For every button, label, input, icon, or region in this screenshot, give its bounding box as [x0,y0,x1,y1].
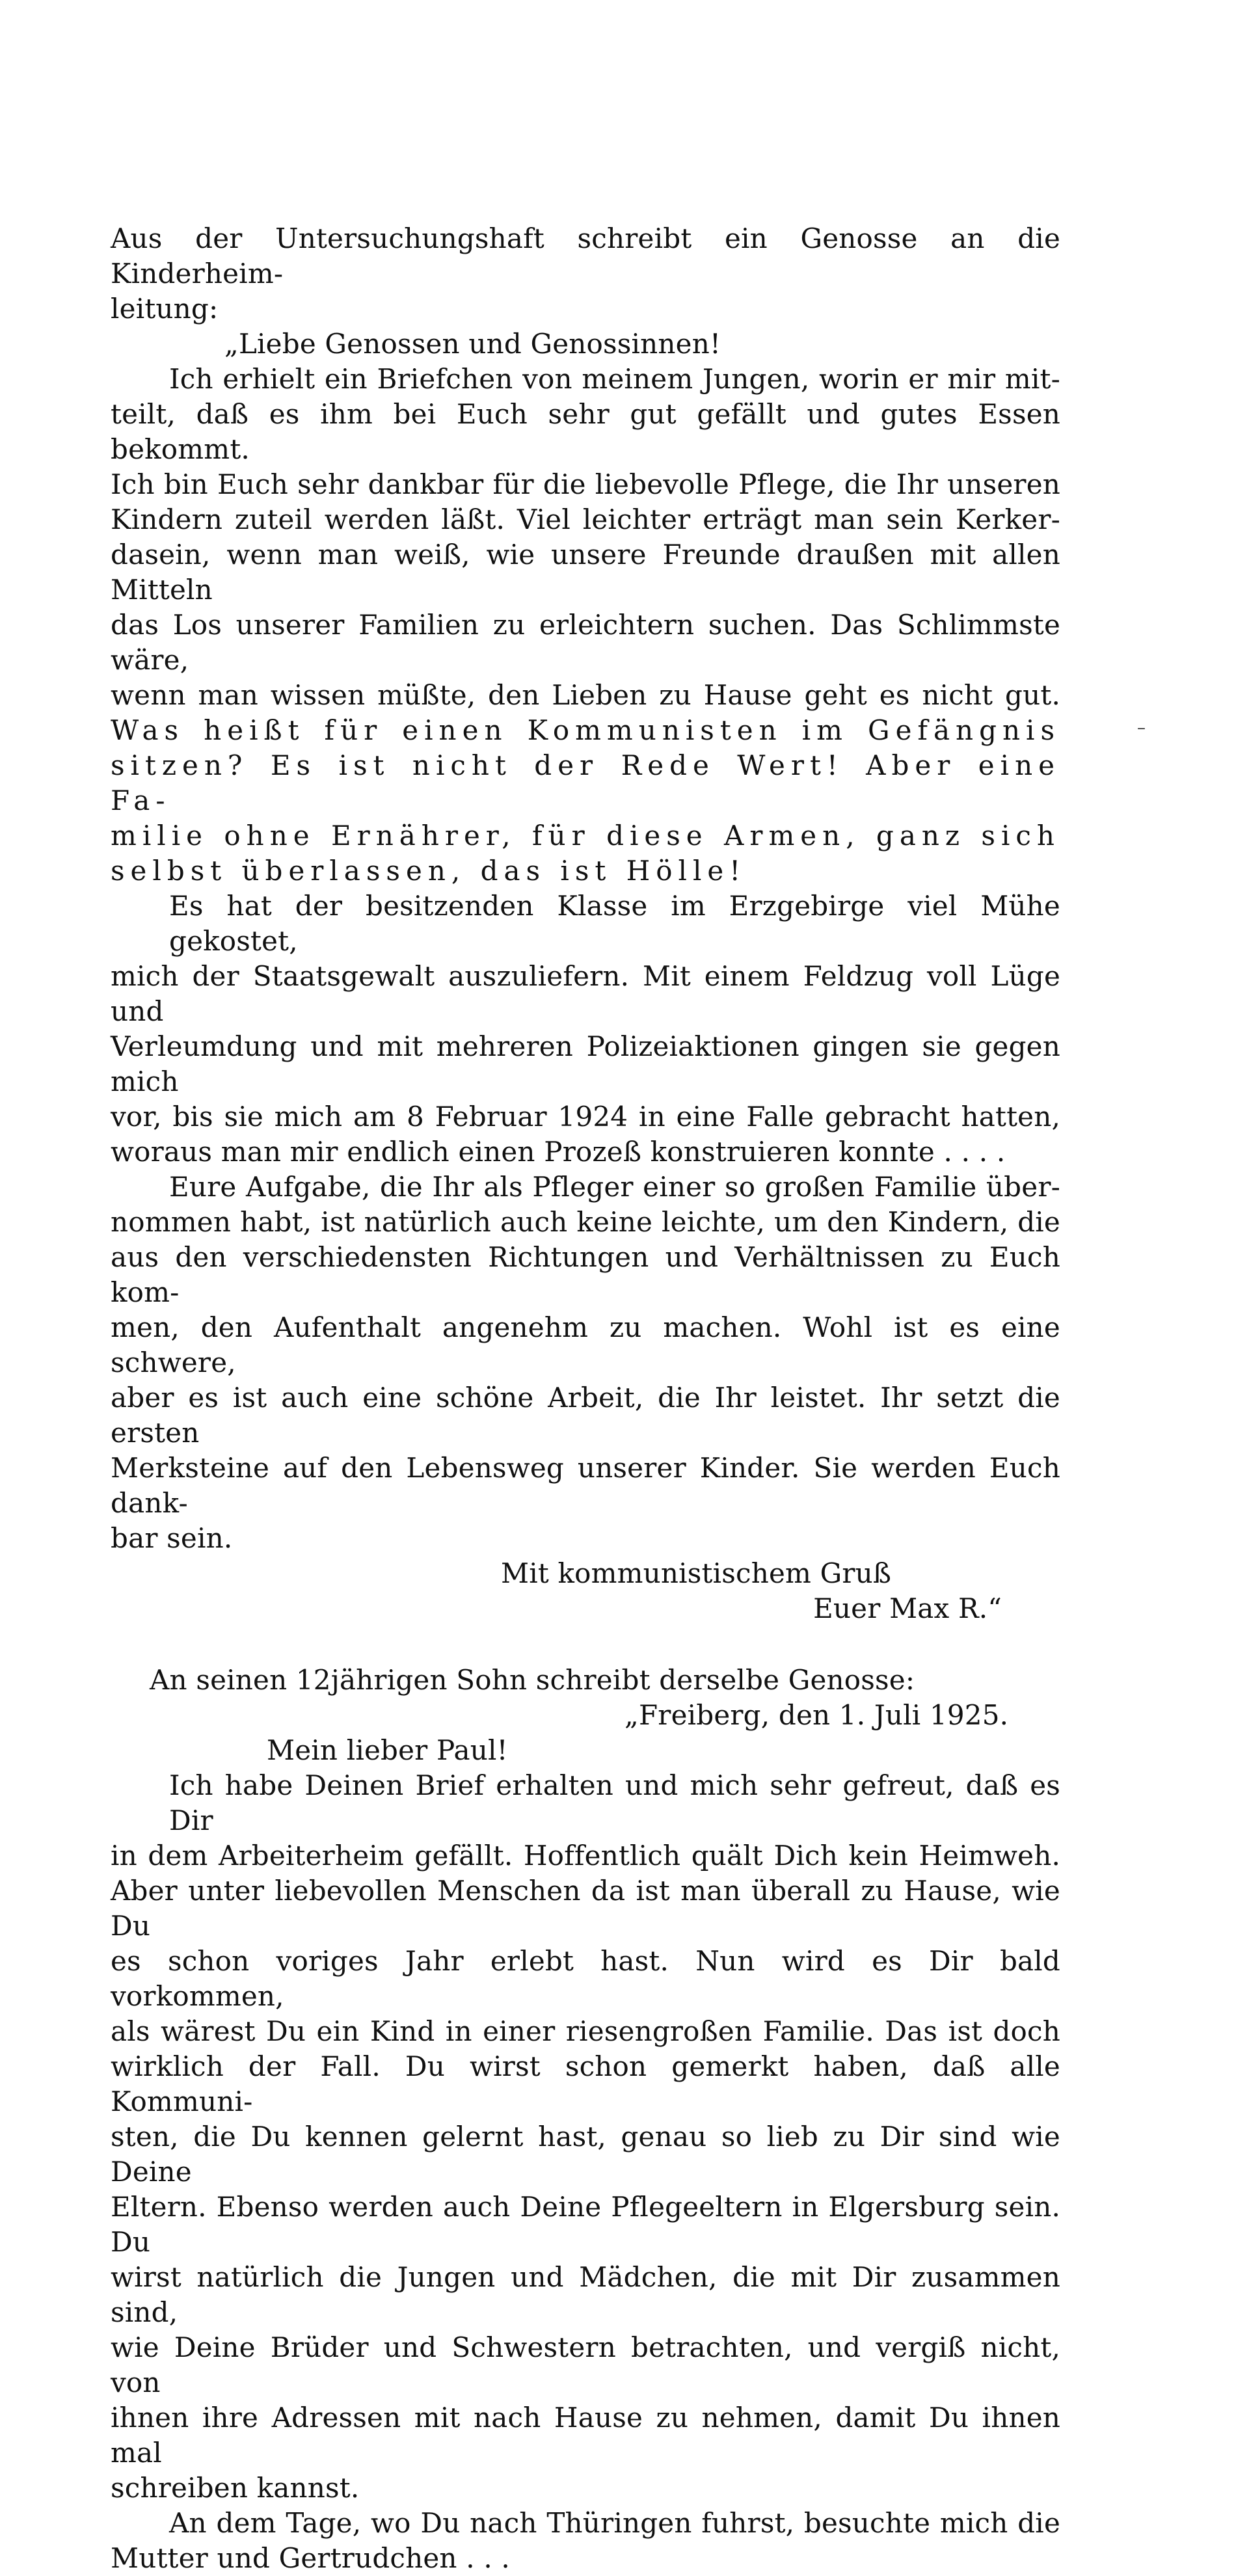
letter1-body-line: Verleumdung und mit mehreren Polizeiaktionen gingen sie gegen mich [111,1030,1060,1097]
letter2-body-line: Ich habe Deinen Brief erhalten und mich sehr gefreut, daß es Dir [169,1769,1060,1836]
section-gap [111,1626,1060,1663]
letter1-body-line: wenn man wissen müßte, den Lieben zu Hause geht es nicht gut. [111,679,1060,711]
letter2-date: „Freiberg, den 1. Juli 1925. [624,1699,1009,1731]
letter2-body-line: Mutter und Gertrudchen . . . [111,2542,510,2574]
margin-mark: – [1137,718,1146,738]
letter1-intro-line-1: Aus der Untersuchungshaft schreibt ein Genosse an die Kinderheim- [111,222,1060,289]
letter1-body-line: dasein, wenn man weiß, wie unsere Freunde draußen mit allen Mitteln [111,539,1060,606]
letter2-body-line: es schon voriges Jahr erlebt hast. Nun wird es Dir bald vorkommen, [111,1945,1060,2012]
letter1-body-line: das Los unserer Familien zu erleichtern suchen. Das Schlimmste wäre, [111,609,1060,676]
letter1-body-line: Kindern zuteil werden läßt. Viel leichter erträgt man sein Kerker- [111,503,1060,535]
letter1-body-line: Ich erhielt ein Briefchen von meinem Jungen, worin er mir mit- [169,363,1060,395]
letter1-body-line: men, den Aufenthalt angenehm zu machen. Wohl ist es eine schwere, [111,1311,1060,1378]
letter2-body-line: wie Deine Brüder und Schwestern betrachten, und vergiß nicht, von [111,2331,1060,2398]
letter2-body-line: Eltern. Ebenso werden auch Deine Pflegeeltern in Elgersburg sein. Du [111,2191,1060,2258]
letter1-body-line: aus den verschiedensten Richtungen und Verhältnissen zu Euch kom- [111,1241,1060,1308]
letter1-body-line-spaced: sitzen? Es ist nicht der Rede Wert! Aber eine Fa- [111,749,1060,816]
letter1-body-line-spaced: Was heißt für einen Kommunisten im Gefängnis [111,714,1060,746]
letter1-salutation: „Liebe Genossen und Genossinnen! [224,328,721,360]
letter1-intro-line-2: leitung: [111,293,219,325]
letter2-body-line: sten, die Du kennen gelernt hast, genau so lieb zu Dir sind wie Deine [111,2121,1060,2188]
letter1-body-line: Eure Aufgabe, die Ihr als Pfleger einer so großen Familie über- [169,1171,1060,1203]
letter1-body-line: Merksteine auf den Lebensweg unserer Kinder. Sie werden Euch dank- [111,1452,1060,1519]
letter2-salutation: Mein lieber Paul! [267,1734,508,1766]
letter1-body-line: vor, bis sie mich am 8 Februar 1924 in eine Falle gebracht hatten, [111,1101,1060,1133]
letter1-body-line-spaced: selbst überlassen, das ist Hölle! [111,855,747,887]
letter2-body-line: schreiben kannst. [111,2472,360,2504]
letter1-body-line: mich der Staatsgewalt auszuliefern. Mit einem Feldzug voll Lüge und [111,960,1060,1027]
letter1-body-line: Ich bin Euch sehr dankbar für die liebevolle Pflege, die Ihr unseren [111,468,1060,500]
letter1-signature: Euer Max R.“ [813,1592,1002,1624]
letter2-body-line: als wärest Du ein Kind in einer riesengroßen Familie. Das ist doch [111,2015,1060,2047]
document-page [111,221,1060,2576]
letter2-intro: An seinen 12jährigen Sohn schreibt derselbe Genosse: [150,1664,915,1696]
letter2-body-line: An dem Tage, wo Du nach Thüringen fuhrst, besuchte mich die [169,2507,1060,2539]
letter2-body-line: wirst natürlich die Jungen und Mädchen, die mit Dir zusammen sind, [111,2261,1060,2328]
letter1-body-line-spaced: milie ohne Ernährer, für diese Armen, ganz sich [111,820,1060,852]
letter2-body-line: ihnen ihre Adressen mit nach Hause zu nehmen, damit Du ihnen mal [111,2402,1060,2469]
letter1-body-line: teilt, daß es ihm bei Euch sehr gut gefällt und gutes Essen bekommt. [111,398,1060,465]
letter1-body-line: Es hat der besitzenden Klasse im Erzgebirge viel Mühe gekostet, [169,890,1060,957]
letter2-body-line: in dem Arbeiterheim gefällt. Hoffentlich quält Dich kein Heimweh. [111,1840,1060,1872]
letter2-body-line: Aber unter liebevollen Menschen da ist man überall zu Hause, wie Du [111,1875,1060,1942]
letter1-body-line: bar sein. [111,1522,233,1554]
letter1-closing: Mit kommunistischem Gruß [501,1557,892,1589]
letter1-body-line: woraus man mir endlich einen Prozeß konstruieren konnte . . . . [111,1136,1006,1168]
letter2-body-line: wirklich der Fall. Du wirst schon gemerkt haben, daß alle Kommuni- [111,2050,1060,2117]
letter1-body-line: aber es ist auch eine schöne Arbeit, die Ihr leistet. Ihr setzt die ersten [111,1382,1060,1449]
letter1-body-line: nommen habt, ist natürlich auch keine leichte, um den Kindern, die [111,1206,1060,1238]
